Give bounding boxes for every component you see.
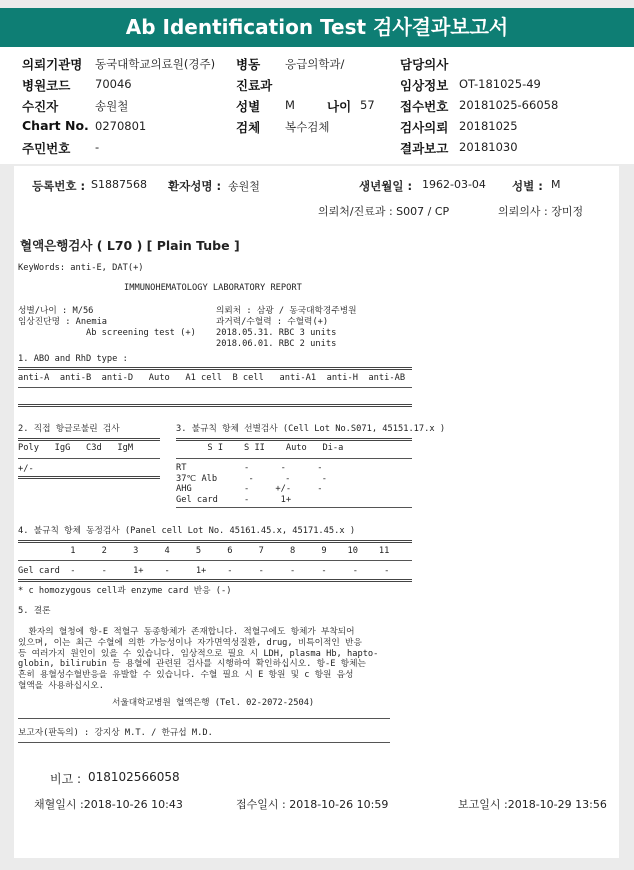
info-value-resident-no: - [95,140,100,154]
ab-id-row: Gel card - - 1+ - 1+ - - - - - - [18,566,390,576]
info-label-clinical-info: 임상정보 [400,78,449,93]
info-line: Ab screening test (+) [18,328,196,338]
info-line: 성별/나이 : M/56 [18,306,94,316]
info-value-patient: 송원철 [95,99,129,113]
info-line: 과거력/수혈력 : 수혈력(+) [216,317,329,327]
info-line: 2018.05.31. RBC 3 units [216,328,337,338]
double-rule [18,404,412,407]
info-value-institution: 동국대학교의료원(경주) [95,57,216,71]
info-label-request-date: 검사의뢰 [400,120,449,135]
rule [18,458,160,459]
reported-datetime: 보고일시 :2018-10-29 13:56 [458,798,607,811]
info-label-specimen: 검체 [236,120,261,135]
dob-value: 1962-03-04 [422,178,486,191]
ab-id-note: * c homozygous cell과 enzyme card 반응 (-) [18,586,232,596]
conclusion-line: 등 여러가지 원인이 있을 수 있습니다. 임상적으로 필요 시 LDH, plasma Hb, hapto- [18,648,379,659]
conclusion-line: 환자의 혈청에 항-E 적혈구 동종항체가 존재합니다. 적혈구에도 항체가 부착되어 [18,627,355,637]
rule [18,718,390,719]
section-title: 혈액은행검사 ( L70 ) [ Plain Tube ] [20,238,240,253]
info-label-ward: 병동 [236,57,261,72]
patient-name-value: 송원철 [228,180,260,193]
ab-screen-rows [176,463,327,505]
dept-info: 의뢰처/진료과 : S007 / CP [318,205,450,218]
reporter: 보고자(판독의) : 강지상 M.T. / 한규섭 M.D. [18,728,213,738]
lab-signature: 서울대학교병원 혈액은행 (Tel. 02-2072-2504) [112,698,315,708]
info-label-doctor: 담당의사 [400,57,449,72]
info-label-department: 진료과 [236,78,273,93]
info-label-patient: 수진자 [22,99,59,114]
abo-rhd-columns: anti-A anti-B anti-D Auto A1 cell B cell anti-A1 anti-H anti-AB [18,373,406,383]
ab-screen-row: RT - - - [176,463,323,473]
info-value-sex: M [285,98,295,112]
referral-transfusion-info [216,306,356,350]
info-value-chart-no: 0270801 [95,119,147,133]
info-value-clinical-info: OT-181025-49 [459,77,541,91]
info-label-chart-no: Chart No. [22,118,89,133]
conclusion-line: 흔히 용혈성수혈반응을 유발할 수 있습니다. 수혈 필요 시 E 항원 및 c 항원 음성 [18,670,354,681]
info-line: 2018.06.01. RBC 2 units [216,339,337,349]
conclusion-line: 있으며, 이는 최근 수혈에 의한 가능성이나 자가면역성질환, drug, 비특이적인 반응 [18,637,362,648]
lab-report-document [14,166,619,858]
info-label-institution: 의뢰기관명 [22,57,83,72]
rule [18,387,412,388]
patient-name-label: 환자성명 : [168,179,222,193]
patient-clinical-info [18,306,196,339]
info-value-ward: 응급의학과/ [285,57,345,71]
info-label-report-date: 결과보고 [400,141,449,156]
ab-screen-row: Gel card - 1+ [176,494,292,505]
ab-id-title: 4. 불규칙 항체 동정검사 (Panel cell Lot No. 45161.45.x, 45171.45.x ) [18,526,356,536]
dob-label: 생년월일 : [359,179,413,193]
dat-title: 2. 직접 항글로불린 검사 [18,424,120,434]
dat-columns: Poly IgG C3d IgM [18,443,134,453]
conclusion-text [18,627,378,692]
double-rule [18,476,160,479]
info-value-accession-no: 20181025-66058 [459,98,559,112]
info-label-resident-no: 주민번호 [22,141,71,156]
abo-rhd-title: 1. ABO and RhD type : [18,354,128,364]
double-rule [176,438,412,441]
info-value-specimen: 복수검체 [285,120,330,134]
conclusion-line: 혈액을 사용하십시오. [18,680,104,691]
info-label-accession-no: 접수번호 [400,99,449,114]
title-bar [0,8,634,47]
ab-screen-row: AHG - +/- - [176,484,323,494]
info-line: 의뢰처 : 삼광 / 동국대학경주병원 [216,306,357,316]
info-value-report-date: 20181030 [459,140,518,154]
received-datetime: 접수일시 : 2018-10-26 10:59 [236,798,389,811]
ab-screen-columns: S I S II Auto Di-a [176,443,344,453]
dat-result: +/- [18,464,34,474]
info-line: 임상진단명 : Anemia [18,317,108,327]
ab-id-columns: 1 2 3 4 5 6 7 8 9 10 11 [18,546,390,556]
remark-label: 비고 : [50,772,82,786]
keywords: KeyWords: anti-E, DAT(+) [18,263,144,273]
double-rule [18,367,412,370]
request-info-panel [0,47,634,164]
info-value-age: 57 [360,98,375,112]
info-label-hospital-code: 병원코드 [22,78,71,93]
rule [176,458,412,459]
double-rule [18,540,412,543]
reg-no-value: S1887568 [91,178,147,191]
info-value-request-date: 20181025 [459,119,518,133]
remark-value: 018102566058 [88,770,180,784]
double-rule [18,579,412,582]
sex-value: M [551,178,561,191]
rule [176,507,412,508]
conclusion-title: 5. 결론 [18,606,51,616]
rule [18,742,390,743]
rule [18,560,412,561]
report-title: Ab Identification Test 검사결과보고서 [125,15,509,39]
reg-no-label: 등록번호 : [32,179,86,193]
info-label-age: 나이 [327,99,352,114]
info-label-sex: 성별 [236,99,261,114]
double-rule [18,438,160,441]
lab-report-heading: IMMUNOHEMATOLOGY LABORATORY REPORT [124,283,302,293]
ab-screen-row: 37℃ Alb - - - [176,473,327,484]
sex-label: 성별 : [512,179,543,193]
info-value-hospital-code: 70046 [95,77,132,91]
conclusion-line: globin, bilirubin 등 용혈에 관련된 검사를 시행하여 확인하십시오. 항-E 항체는 [18,659,366,670]
collected-datetime: 채혈일시 :2018-10-26 10:43 [34,798,183,811]
ab-screen-title: 3. 불규칙 항체 선별검사 (Cell Lot No.S071, 45151.17.x ) [176,424,446,434]
requesting-doctor: 의뢰의사 : 장미정 [498,205,584,218]
